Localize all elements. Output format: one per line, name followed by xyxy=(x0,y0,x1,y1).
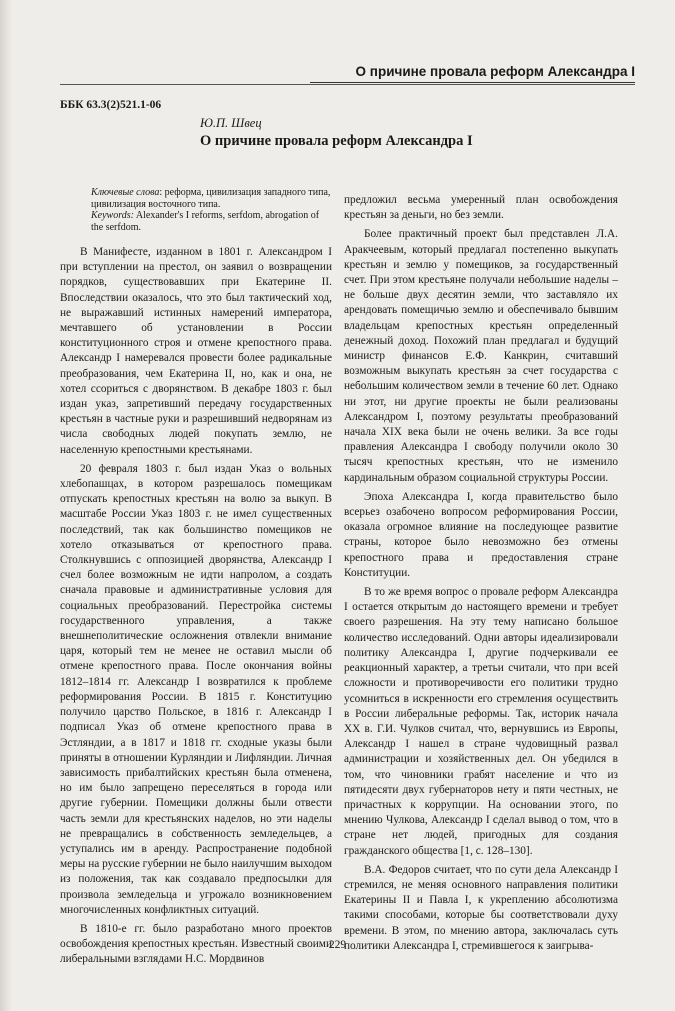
running-head: О причине провала реформ Александра I xyxy=(310,64,635,83)
udc-code: ББК 63.3(2)521.1-06 xyxy=(60,99,162,111)
header-rule xyxy=(60,84,635,85)
paragraph: Эпоха Александра I, когда правительство было всерьез озабочено вопросом реформирования России, оказала огромное влияние на последующее развитие страны, которое было невозможно без отмены крепостного права и предоставления стране Конституции. xyxy=(344,490,618,579)
keywords-ru-text: : реформа, цивилизация западного типа, цивилизация восточного типа. xyxy=(91,187,331,210)
paragraph: 20 февраля 1803 г. был издан Указ о вольных хлебопашцах, в котором разрешалось помещикам отпускать крепостных крестьян на волю за выкуп. В масштабе России Указ 1803 г. не имел существенных последствий, так как большинство помещиков не хотело отказываться от крепостного права. Столкнувшись с оппозицией дворянства, Александр I счел более возможным не идти напролом, а создать сначала правовые и административные условия для социальных преобразований. Перестройка системы государственного управления, а также внешнеполитические осложнения отвлекли внимание царя, который тем не менее не оставил мысли об отмене крепостного права. После окончания войны 1812–1814 гг. Александр I возвратился к проблеме реформирования России. В 1815 г. Конституцию получило царство Польское, в 1816 г. Александр I подписал Указ об отмене крепостного права в Эстляндии, а в 1817 и 1818 гг. сходные указы были приняты в отношении Курляндии и Лифляндии. Личная зависимость прибалтийских крестьян была отменена, но им было запрещено переселяться в города или другие губернии. Помещики должны были отвести часть земли для крестьянских наделов, но эти наделы не превращались в собственность земледельцев, а уступались им в аренду. Распространение подобной меры на русские губернии не было наилучшим выходом из положения, так как создавало предпосылки для произвола земледельца и угрожало возникновением многочисленных конфликтных ситуаций. xyxy=(60,462,332,916)
keywords-block xyxy=(91,187,333,233)
author-name: Ю.П. Швец xyxy=(200,116,262,130)
page-fold-shadow xyxy=(0,0,12,1011)
page-number: 229 xyxy=(328,939,347,951)
article-title: О причине провала реформ Александра I xyxy=(200,133,473,149)
left-column xyxy=(60,245,332,968)
paragraph: Более практичный проект был представлен Л.А. Аракчеевым, который предлагал постепенно выкупать крестьян и землю у помещиков, за государственный счет. При этом крестьяне получали небольшие наделы – не больше двух десятин земли, что заставляло их арендовать помещичью землю и обеспечивало бывшим владельцам крепостных крестьян определенный денежный доход. Похожий план предлагал и будущий министр финансов Е.Ф. Канкрин, считавший возможным выкупать крестьян за счет государства с небольшим количеством земли в течение 60 лет. Однако ни этот, ни другие проекты не были реализованы Александром I, поэтому результаты преобразований начала XIX века были не очень велики. За все годы правления Александра I свободу получили около 30 тысяч крепостных крестьян, что не изменило кардинальным образом социальной структуры России. xyxy=(344,228,618,484)
right-column xyxy=(344,193,618,954)
paragraph: В 1810-е гг. было разработано много проектов освобождения крепостных крестьян. Известный своими либеральными взглядами Н.С. Мордвинов xyxy=(60,922,332,966)
paragraph: предложил весьма умеренный план освобождения крестьян за деньги, но без земли. xyxy=(344,194,618,222)
keywords-en-label: Keywords: xyxy=(91,210,134,222)
paragraph: В.А. Федоров считает, что по сути дела Александр I стремился, не меняя основного направления политики Екатерины II и Павла I, к укреплению абсолютизма такими способами, которые бы соответствовали духу времени. В этом, по мнению автора, заключалась суть политики Александра I, стремившегося к заигрыва- xyxy=(344,863,618,952)
keywords-ru-label: Ключевые слова xyxy=(91,187,160,198)
paragraph: В то же время вопрос о провале реформ Александра I остается открытым до настоящего времени и требует своего разрешения. На эту тему написано большое количество исследований. Одни авторы идеализировали политику Александра I, другие подчеркивали ее реакционный характер, а третьи считали, что при всей сложности и противоречивости его политики трудно усомниться в искренности его стремления осуществить в России либеральные реформы. Так, историк начала XX в. Г.И. Чулков считал, что, вернувшись из Европы, Александр I нашел в стране чудовищный развал администрации и хозяйственных дел. Он убедился в том, что чиновники грабят население и что из пятидесяти двух губернаторов нету и пяти честных, не причастных к коррупции. На основании этого, по мнению Чулкова, Александр I сделал вывод о том, что в стране нет людей, пригодных для создания гражданского общества [1, с. 128–130]. xyxy=(344,586,618,857)
paragraph: В Манифесте, изданном в 1801 г. Александром I при вступлении на престол, он заявил о возвращении порядков, существовавших при Екатерине II. Впоследствии оказалось, что это был тактический ход, не выражавший истинных намерений императора, мечтавшего об установлении в России конституционного строя и отмене крепостного права. Александр I намеревался провести более радикальные преобразования, чем Екатерина II, но, как и она, не хотел ссориться с дворянством. В декабре 1803 г. был издан указ, запретивший передачу государственных крестьян в частные руки и разрешивший недворянам из числа свободных людей покупать землю, не населенную крепостными крестьянами. xyxy=(60,246,332,456)
keywords-en-text: Alexander's I reforms, serfdom, abrogation of the serfdom. xyxy=(91,210,320,233)
